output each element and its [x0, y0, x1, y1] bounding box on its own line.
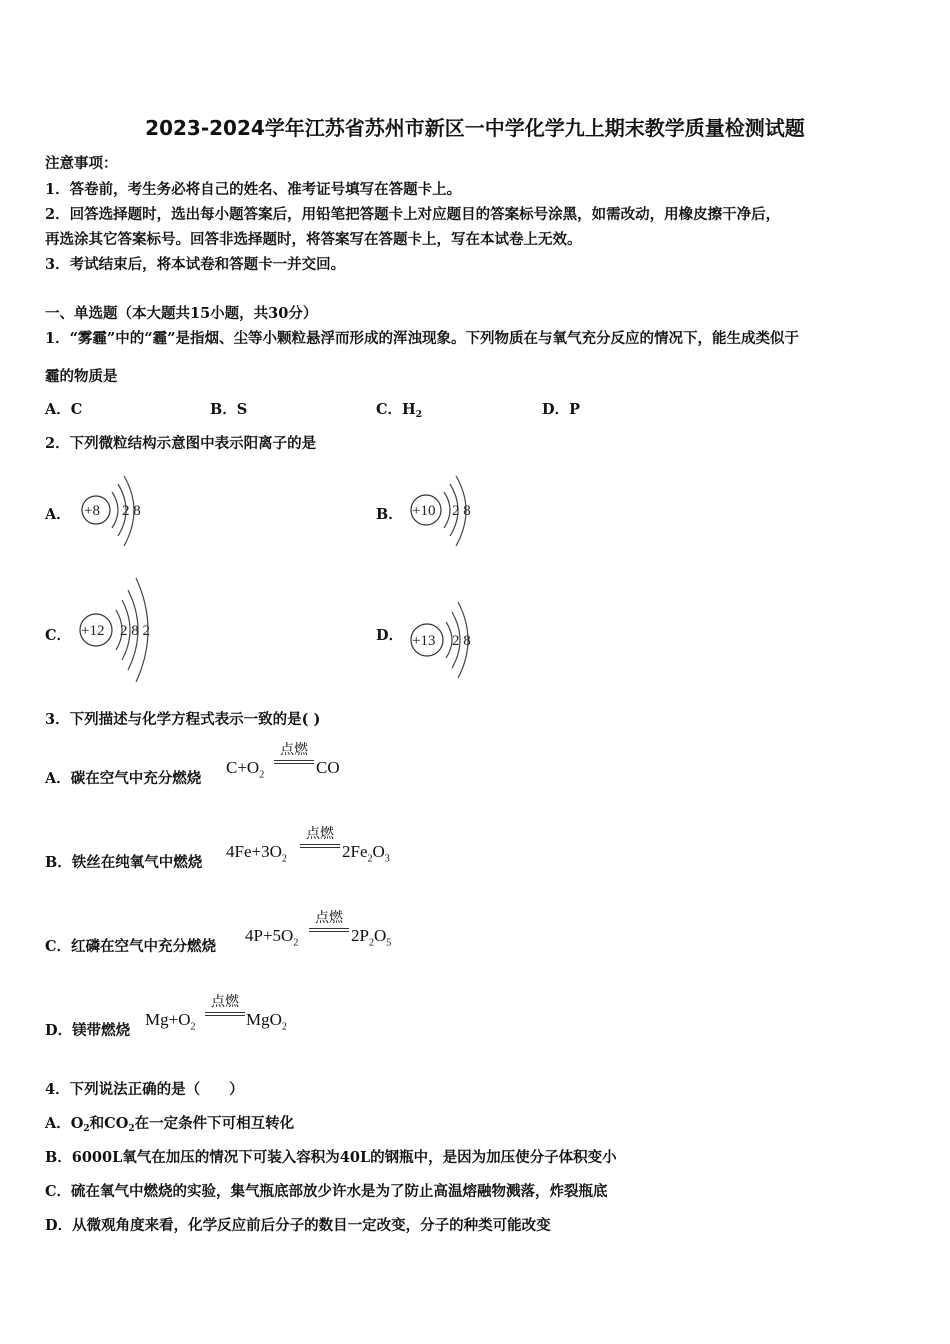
q3-option-d-equation: $Mg+O_2$ 点燃 MgO$_2$: [145, 990, 315, 1034]
equals-sign: [274, 760, 314, 764]
nucleus-charge: +12: [81, 623, 105, 639]
electron-counts: 2 8: [122, 503, 141, 519]
q3-option-a-equation: $C+O_2$ 点燃 CO: [226, 738, 356, 782]
q2-option-c-label: C．: [45, 627, 72, 644]
q1-option-c: C．$H_2$: [376, 401, 423, 420]
q4-stem: 4．下列说法正确的是（ ）: [45, 1081, 244, 1098]
reaction-condition: 点燃: [211, 994, 239, 1010]
reaction-condition: 点燃: [315, 910, 343, 926]
q3-option-c-equation: $4P+5O_2$ 点燃 $2P_2O_5$: [245, 906, 415, 950]
equals-sign: [309, 928, 349, 932]
q4-option-b: B．6000L氧气在加压的情况下可装入容积为40L的钢瓶中，是因为加压使分子体积变小: [45, 1149, 617, 1166]
notice-line-3: 3．考试结束后，将本试卷和答题卡一并交回。: [45, 256, 346, 273]
q3-stem: 3．下列描述与化学方程式表示一致的是( ): [45, 711, 321, 728]
q4-option-a: A．$O_2$和$CO_2$在一定条件下可相互转化: [45, 1115, 295, 1134]
equals-sign: [205, 1012, 245, 1016]
q1-stem-line-2: 霾的物质是: [45, 368, 118, 385]
electron-shell-arc: [444, 492, 450, 528]
q3-option-a-label: A．碳在空气中充分燃烧: [45, 770, 202, 787]
notice-line-2a: 2．回答选择题时，选出每小题答案后，用铅笔把答题卡上对应题目的答案标号涂黑，如需改动，用橡皮擦干净后，: [45, 206, 781, 223]
q2-option-c-atom-diagram: [72, 572, 172, 684]
electron-counts: 2 8 2: [120, 623, 150, 639]
q2-option-b-label: B．: [376, 506, 403, 523]
q2-option-d-label: D．: [376, 627, 404, 644]
equals-sign: [300, 844, 340, 848]
electron-counts: 2 8: [452, 633, 471, 649]
q1-option-a: A．C: [45, 401, 83, 418]
notice-heading: 注意事项：: [45, 155, 118, 172]
notice-line-2b: 再选涂其它答案标号。回答非选择题时，将答案写在答题卡上，写在本试卷上无效。: [45, 231, 582, 248]
nucleus-charge: +10: [412, 503, 436, 519]
q2-stem: 2．下列微粒结构示意图中表示阳离子的是: [45, 435, 317, 452]
q3-option-c-label: C．红磷在空气中充分燃烧: [45, 938, 217, 955]
q1-option-d: D．P: [542, 401, 580, 418]
q1-option-b: B．S: [210, 401, 248, 418]
nucleus-charge: +13: [412, 633, 436, 649]
q3-option-b-label: B．铁丝在纯氧气中燃烧: [45, 854, 203, 871]
q3-option-b-equation: $4Fe+3O_2$ 点燃 $2Fe_2O_3$: [226, 822, 416, 866]
q4-option-d: D．从微观角度来看，化学反应前后分子的数目一定改变，分子的种类可能改变: [45, 1217, 551, 1234]
q1-stem-line-1: 1．“雾霾”中的“霾”是指烟、尘等小颗粒悬浮而形成的浑浊现象。下列物质在与氧气充分反应的情况下，能生成类似于: [45, 330, 799, 347]
q2-option-a-label: A．: [45, 506, 71, 523]
nucleus-charge: +8: [84, 503, 100, 519]
q3-option-d-label: D．镁带燃烧: [45, 1022, 131, 1039]
reaction-condition: 点燃: [306, 826, 334, 842]
notice-line-1: 1．答卷前，考生务必将自己的姓名、准考证号填写在答题卡上。: [45, 181, 462, 198]
q2-option-d-atom-diagram: [402, 596, 492, 680]
electron-shell-arc: [112, 492, 118, 528]
electron-counts: 2 8: [452, 503, 471, 519]
section-heading: 一、单选题（本大题共15小题，共30分）: [45, 305, 318, 322]
q4-option-c: C．硫在氧气中燃烧的实验，集气瓶底部放少许水是为了防止高温熔融物溅落，炸裂瓶底: [45, 1183, 608, 1200]
page-title: 2023-2024学年江苏省苏州市新区一中学化学九上期末教学质量检测试题: [145, 116, 805, 140]
q2-option-a-atom-diagram: [72, 470, 162, 550]
q2-option-b-atom-diagram: [402, 470, 492, 550]
reaction-condition: 点燃: [280, 742, 308, 758]
